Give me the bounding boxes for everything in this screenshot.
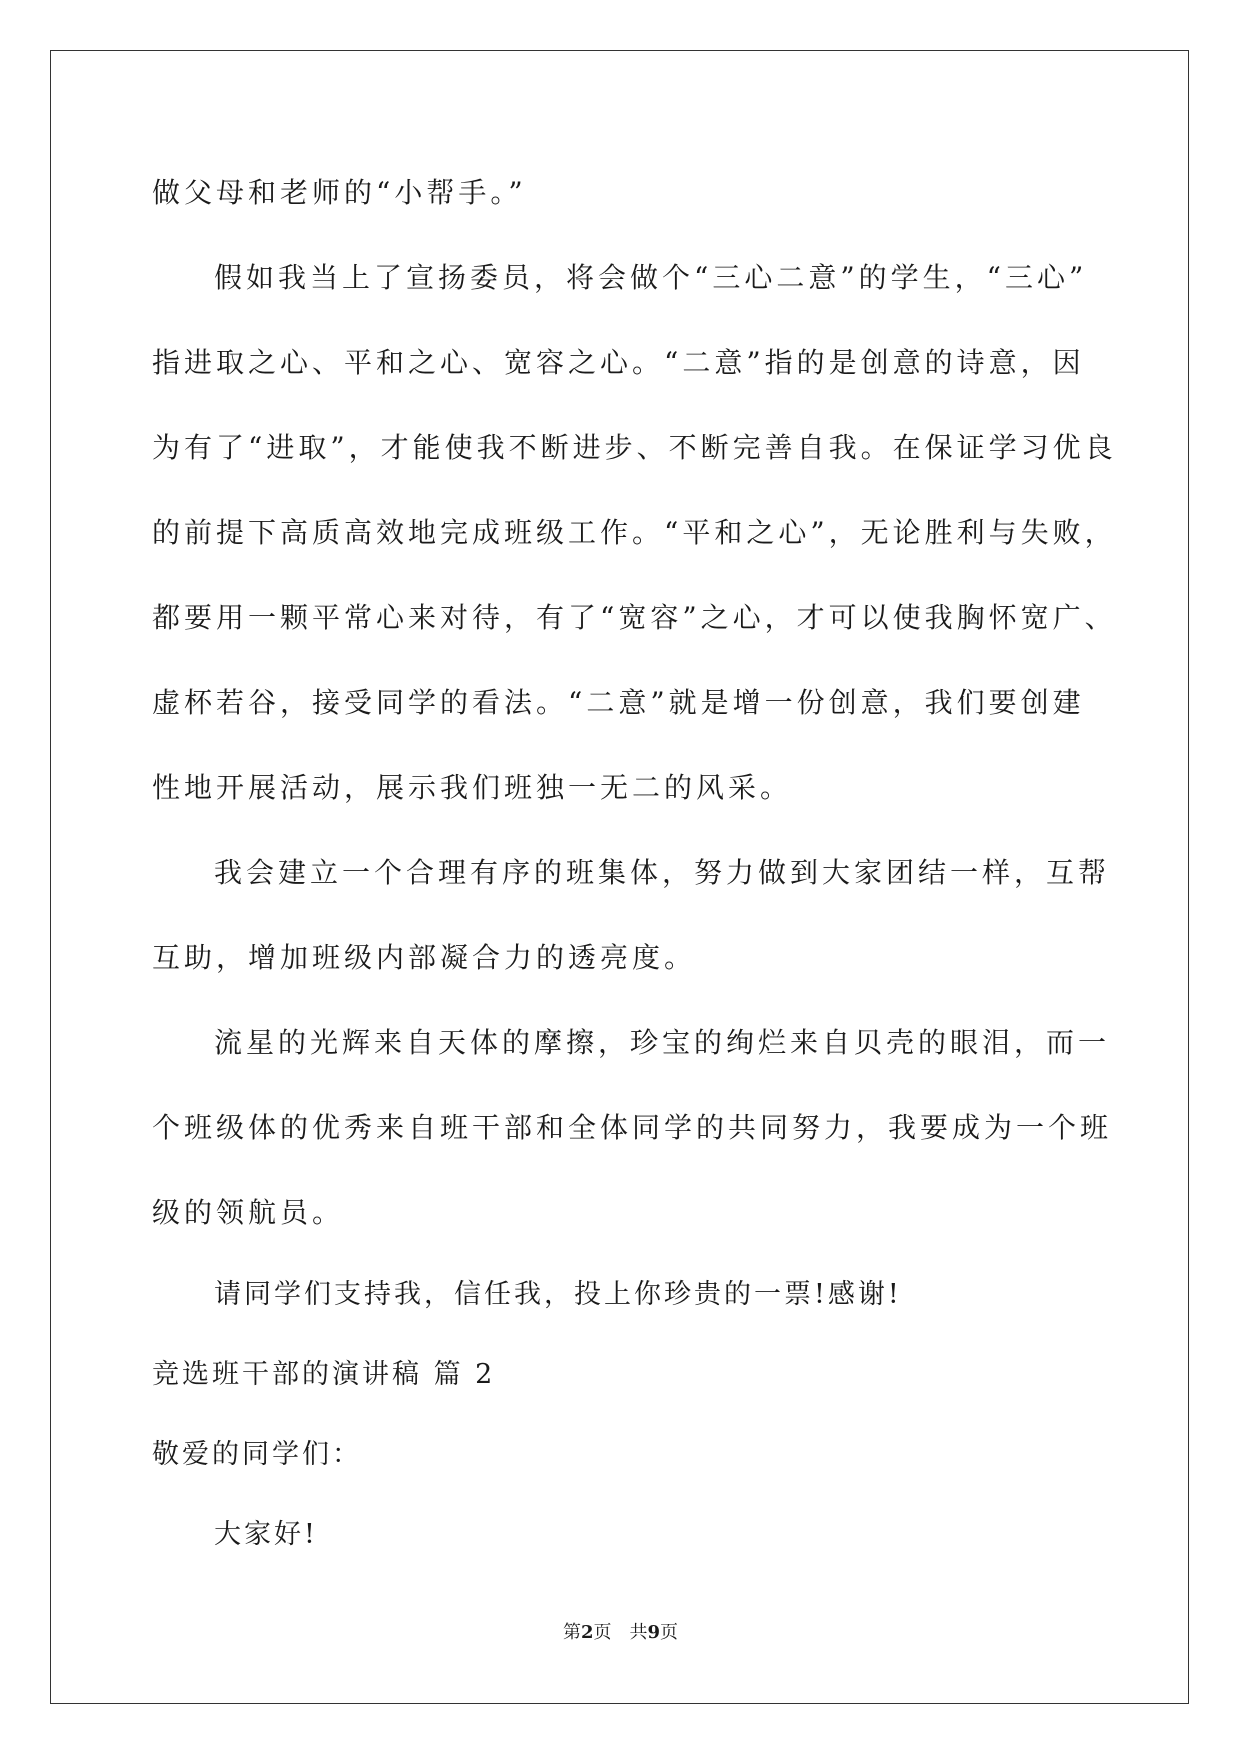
salutation: 敬爱的同学们： xyxy=(152,1439,362,1470)
page-footer xyxy=(0,1618,1241,1644)
text-line: 都要用一颗平常心来对待，有了“宽容”之心，才可以使我胸怀宽广、 xyxy=(152,601,1117,634)
section-heading: 竞选班干部的演讲稿 篇 2 xyxy=(152,1359,496,1390)
text-line: 做父母和老师的“小帮手。” xyxy=(152,176,527,209)
text-line: 请同学们支持我，信任我，投上你珍贵的一票!感谢! xyxy=(214,1279,902,1310)
text-line: 级的领航员。 xyxy=(152,1196,345,1229)
text-line: 我会建立一个合理有序的班集体，努力做到大家团结一样，互帮 xyxy=(214,856,1111,889)
text-line: 个班级体的优秀来自班干部和全体同学的共同努力，我要成为一个班 xyxy=(152,1111,1113,1144)
text-line: 流星的光辉来自天体的摩擦，珍宝的绚烂来自贝壳的眼泪，而一 xyxy=(214,1026,1111,1059)
text-line: 性地开展活动，展示我们班独一无二的风采。 xyxy=(152,771,793,804)
text-line: 假如我当上了宣扬委员，将会做个“三心二意”的学生，“三心” xyxy=(214,261,1088,294)
text-line: 互助，增加班级内部凝合力的透亮度。 xyxy=(152,941,697,974)
text-line: 虚杯若谷，接受同学的看法。“二意”就是增一份创意，我们要创建 xyxy=(152,686,1085,719)
footer-suffix: 页 xyxy=(660,1622,679,1643)
text-line: 为有了“进取”，才能使我不断进步、不断完善自我。在保证学习优良 xyxy=(152,431,1117,464)
text-line: 的前提下高质高效地完成班级工作。“平和之心”，无论胜利与失败， xyxy=(152,516,1117,549)
footer-prefix: 第 xyxy=(562,1622,581,1643)
footer-middle: 页 共 xyxy=(593,1622,648,1643)
greeting: 大家好! xyxy=(214,1519,318,1550)
document-body xyxy=(152,150,1117,1575)
footer-page-number: 2 xyxy=(580,1622,594,1643)
text-line: 指进取之心、平和之心、宽容之心。“二意”指的是创意的诗意，因 xyxy=(152,346,1085,379)
footer-total-pages: 9 xyxy=(647,1622,661,1643)
